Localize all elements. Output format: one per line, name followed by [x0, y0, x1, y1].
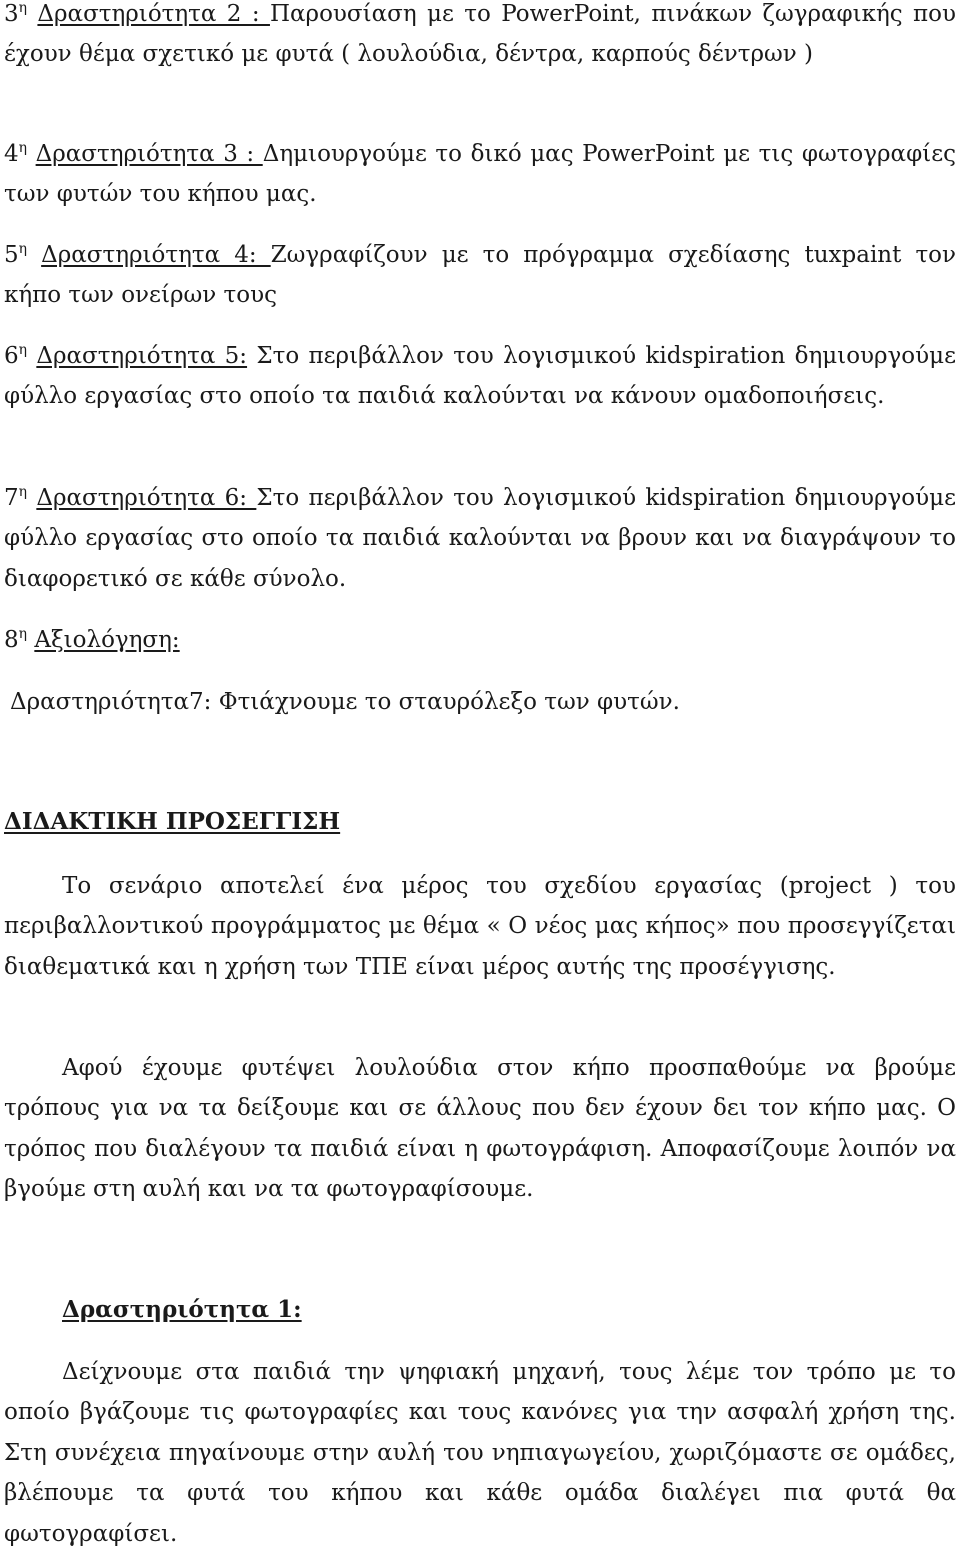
approach-paragraph-1: Το σενάριο αποτελεί ένα μέρος του σχεδίου εργασίας (project ) του περιβαλλοντικού προγράμματος με θέμα « Ο νέος μας κήπος» που προσεγγίζεται διαθεματικά και η χρήση των ΤΠΕ είναι μέρος αυτής της προσέγγισης.	[4, 873, 956, 980]
activity-title: Δραστηριότητα 5:	[36, 343, 248, 369]
activity-number: 6	[4, 343, 19, 369]
activity-title: Δραστηριότητα 6:	[36, 485, 257, 511]
evaluation-activity: Δραστηριότητα7: Φτιάχνουμε το σταυρόλεξο των φυτών.	[10, 689, 680, 715]
activity-item-5	[4, 235, 956, 316]
ordinal-suffix: η	[18, 484, 28, 500]
activity-text: Δημιουργούμε το δικό μας PowerPoint με τις φωτογραφίες των φυτών του κήπου μας.	[4, 141, 956, 208]
activity-text: Στο περιβάλλον του λογισμικού kidspiration δημιουργούμε φύλλο εργασίας στο οποίο τα παιδιά καλούνται να βρουν και να διαγράψουν το διαφορετικό σε κάθε σύνολο.	[4, 485, 956, 592]
activity-text: Στο περιβάλλον του λογισμικού kidspiration δημιουργούμε φύλλο εργασίας στο οποίο τα παιδιά καλούνται να κάνουν ομαδοποιήσεις.	[4, 343, 956, 410]
activity-item-4	[4, 134, 956, 215]
activity-number: 4	[4, 141, 19, 167]
activity-1-text: Δείχνουμε στα παιδιά την ψηφιακή μηχανή, τους λέμε τον τρόπο με το οποίο βγάζουμε τις φωτογραφίες και τους κανόνες για την ασφαλή χρήση της. Στη συνέχεια πηγαίνουμε στην αυλή του νηπιαγωγείου, χωριζόμαστε σε ομάδες, βλέπουμε τα φυτά του κήπου και κάθε ομάδα διαλέγει πια φυτά θα φωτογραφίσει.	[4, 1359, 956, 1547]
activity-item-8	[4, 620, 956, 660]
activity-title: Αξιολόγηση:	[34, 627, 180, 653]
activity-number: 7	[4, 485, 19, 511]
approach-paragraph-2: Αφού έχουμε φυτέψει λουλούδια στον κήπο προσπαθούμε να βρούμε τρόπους για να τα δείξουμε και σε άλλους που δεν έχουν δει τον κήπο μας. Ο τρόπος που διαλέγουν τα παιδιά είναι η φωτογράφιση. Αποφασίζουμε λοιπόν να βγούμε στη αυλή και να τα φωτογραφίσουμε.	[4, 1055, 956, 1203]
activity-number: 3	[4, 1, 19, 27]
activity-text: Ζωγραφίζουν με το πρόγραμμα σχεδίασης tuxpaint τον κήπο των ονείρων τους	[4, 242, 956, 309]
activity-text: Παρουσίαση με το PowerPoint, πινάκων ζωγραφικής που έχουν θέμα σχετικό με φυτά ( λουλούδια, δέντρα, καρπούς δέντρων )	[4, 1, 956, 68]
activity-1-heading: Δραστηριότητα 1:	[62, 1296, 302, 1323]
ordinal-suffix: η	[18, 626, 28, 642]
activity-title: Δραστηριότητα 2 :	[37, 1, 270, 27]
section-heading: ΔΙΔΑΚΤΙΚΗ ΠΡΟΣΕΓΓΙΣΗ	[4, 808, 341, 835]
activity-item-3	[4, 0, 956, 75]
ordinal-suffix: η	[18, 342, 28, 358]
activity-title: Δραστηριότητα 4:	[41, 242, 271, 268]
activity-number: 5	[4, 242, 19, 268]
ordinal-suffix: η	[18, 0, 28, 16]
ordinal-suffix: η	[18, 241, 28, 257]
activity-number: 8	[4, 627, 19, 653]
activity-item-6	[4, 336, 956, 417]
activity-item-7	[4, 478, 956, 599]
ordinal-suffix: η	[18, 140, 28, 156]
activity-title: Δραστηριότητα 3 :	[35, 141, 263, 167]
